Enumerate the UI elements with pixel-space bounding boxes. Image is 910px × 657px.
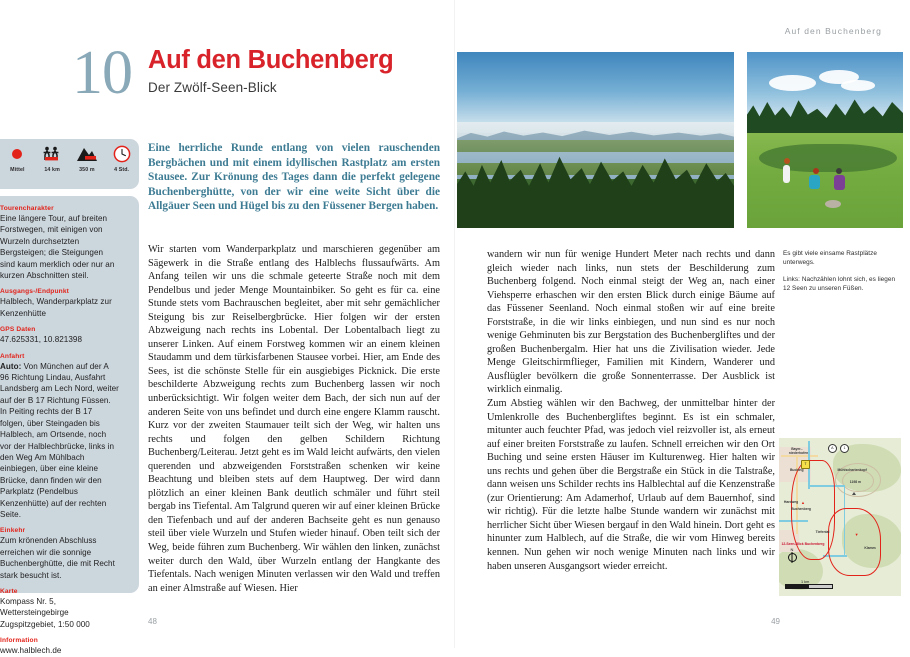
metric-4: [106, 144, 138, 173]
page-title: Auf den Buchenberg: [148, 46, 394, 74]
route-map[interactable]: [779, 438, 901, 596]
map-badge-t: T: [801, 460, 810, 469]
body-text-right-1: wandern wir nun für wenige Hundert Meter nach rechts und dann gleich wieder nach links, nun stets der Beschilderung zum Buchenberg folgend. Noch einmal steigt der Weg an, nach einer Viehsperre erhaschen wir den ersten Blick durch einige Bäume auf das Füssener Seenland. Noch einmal stoßen wir auf eine breite Forststraße, in die wir links einbiegen, und nun sind es nur noch wenige Gehminuten bis zur Bergstation des Buchenbergliftes und der großen Buchenbergalm. Hier hat uns die Zivilisation wieder. Jede Menge Gleitschirmflieger, Familien mit Kindern, Wanderer und Ausflügler bevölkern die große Sonnenterrasse. Der Ausblick ist wirklich einmalig.: [487, 249, 775, 396]
map-road: [781, 455, 818, 457]
hiker-standing: [783, 165, 790, 183]
running-head: Auf den Buchenberg: [784, 26, 882, 36]
info-body: Zum krönenden Abschluss erreichen wir die sonnige Buchenberghütte, die mit Recht stark besucht ist.: [0, 536, 115, 580]
folio-left: 48: [148, 617, 157, 626]
body-column-right: [487, 248, 775, 573]
map-place-label: Hardweg: [783, 500, 799, 504]
map-direction-arrow: ▼: [854, 531, 859, 537]
map-scale-bar: [785, 584, 833, 590]
photo-hikers-meadow: [747, 52, 903, 228]
info-heading: Tourencharakter: [0, 205, 54, 212]
hikers-bushes: [759, 144, 896, 172]
mountain-icon: [71, 144, 103, 164]
info-body: www.halblech.de: [0, 646, 62, 656]
intro-paragraph: Eine herrliche Runde entlang von vielen rauschenden Bergbächen und mit einem idyllischen Rastplatz am ersten Stausee. Zur Krönung des Tages dann die perfekt gelegene Buchenberghütte, von der wir eine weite Sicht über die Allgäuer Seen und Hügel bis zu den Füssener Bergen haben.: [148, 142, 440, 213]
map-place-label: Mühlschartenkopf: [837, 468, 867, 472]
north-label: N: [790, 547, 794, 552]
tour-info-panel: [0, 196, 139, 656]
caption-photo-side: Links: Nachzählen lohnt sich, es liegen 12 Seen zu unseren Füßen.: [783, 276, 896, 292]
metrics-row: [0, 139, 139, 189]
tour-info-sections: [0, 196, 131, 656]
difficulty-dot-icon: [1, 144, 33, 164]
map-highlight-label: 12-Seen-Blick Buchenberg: [781, 542, 825, 547]
info-heading: Information: [0, 637, 38, 645]
hiker-head: [813, 168, 819, 174]
map-place-label: 1198 m: [849, 480, 862, 484]
map-route-loop: [828, 508, 881, 576]
hikers-icon: [36, 144, 68, 164]
metric-label: 4 Std.: [114, 167, 130, 173]
map-scale-label: 1 km: [801, 580, 810, 584]
page-subtitle: Der Zwölf-Seen-Blick: [148, 80, 277, 95]
clock-icon: [106, 144, 138, 164]
info-heading: Ausgangs-/Endpunkt: [0, 288, 70, 296]
map-place-label: Bayer.-: [791, 447, 803, 451]
metric-3: [71, 144, 103, 173]
body-text-left: Wir starten vom Wanderparkplatz und marschieren gegenüber am Sägewerk in die Straße entlang des Halblechs flussaufwärts. Am Anfang teilen wir uns die schmale geteerte Straße noch mit dem Pendelbus und jeder Menge Mountainbiker. So geht es für ca. eine Stunde stets vom Bachrauschen begleitet, aber mit sehr gemächlicher Steigung bis zur Reiselbergbrücke. Hier folgen wir der ersten Abzweigung nach rechts ins Lobental. Der Lobentalbach liegt zu unserer Linken. Auf einem Forstweg kommen wir an einem kleinen Staudamm und dem türkisfarbenen Stausee vorbei. Hier, am Ende des Sees, ist die schönste Stelle für ein ausgiebiges Picknick. Die erste beschilderte Abzweigung rechts zum Buchenberg lassen wir noch unberücksichtigt. Wir folgen weiter dem Bach, der sich nun auf der anderen Seite von uns befindet und durch eine engere Klamm rauscht. Kurz vor der zweiten Staumauer teilt sich der Weg, wir halten uns rechts und folgen den gelben Schildern Richtung Buchenberg/Leiterau. Jetzt geht es im Wald leicht aufwärts, den vielen querenden und abzweigenden Forststraßen schenken wir keine Beachtung und bleiben stets auf dem Hauptweg. Der wird dann plötzlich an einer kleinen Bank deutlich schmäler und führt steil bergab ins Tiefental. Am Talgrund queren wir auf einer kleinen Brücke den Tiefenbach und auf der anderen Bachseite geht es nun genauso steil über viele Wurzeln und Stufen wieder hinauf. Oben teilt sich der Weg, beide führen zum Buchenberg. Wir wählen den linken, zunächst weiter durch den Wald, über Wurzeln entlang der Hangkante des Tiefentals. Nach wenigen Minuten verlassen wir den Wald und treffen an einer Almstraße auf Wiesen. Hier: [148, 244, 440, 594]
hiker-sitting-purple: [834, 175, 845, 190]
folio-right: 49: [771, 617, 780, 626]
map-badge-a: A: [828, 444, 837, 453]
info-body: Auto: Von München auf der A 96 Richtung Lindau, Ausfahrt Landsberg am Lech Nord, weiter auf der B 17 Richtung Füssen. In Peiting rechts der B 17 folgen, über Steingaden bis Halblech, am Ortsende, noch vor der Halblechbrücke, links in den Weg Am Mühlbach einbiegen, über eine kleine Brücke, dann finden wir den Parkplatz (Pendelbus Kenzenhütte) auf der rechten Seite.: [0, 361, 119, 519]
body-column-left: [148, 243, 440, 595]
map-peak-marker: [852, 492, 856, 495]
rock: [825, 200, 841, 208]
info-heading: Einkehr: [0, 527, 26, 535]
map-place-label: Buchenberg: [791, 507, 811, 511]
metrics-panel: [0, 139, 139, 189]
caption-photo-top: Es gibt viele einsame Rastplätze unterwegs.: [783, 250, 877, 266]
map-north-arrow: [787, 548, 797, 562]
map-place-label: Buching: [789, 468, 804, 472]
metric-2: [36, 144, 68, 173]
info-heading: GPS Daten: [0, 326, 36, 334]
map-place-label: Klamm: [864, 546, 876, 550]
map-place-label: niederhofen: [788, 451, 809, 455]
cloud-shape: [769, 75, 816, 91]
compass-needle: [788, 553, 797, 562]
info-body: 47.625331, 10.821398: [0, 335, 83, 345]
metric-1: [1, 144, 33, 173]
info-heading: Karte: [0, 587, 18, 595]
chapter-number: 10: [72, 39, 132, 107]
hiker-sitting-blue: [809, 175, 820, 189]
info-body: Eine längere Tour, auf breiten Forstwegen, mit einigen von Wurzeln durchsetzten Bergsteigen; die Steigungen sind kaum merklich oder nur an kurzen Abschnitten steil.: [0, 214, 115, 281]
info-body: Halblech, Wanderparkplatz zur Kenzenhütte: [0, 297, 112, 318]
info-body: Kompass Nr. 5, Wettersteingebirge Zugspitzgebiet, 1:50 000: [0, 596, 90, 629]
metric-label: 350 m: [79, 167, 95, 173]
info-heading: Anfahrt: [0, 352, 25, 360]
metric-label: Mittel: [10, 167, 25, 173]
map-badge-1: 1: [840, 444, 849, 453]
body-text-right-2: Zum Abstieg wählen wir den Bachweg, der unmittelbar hinter der Umlenkrolle des Buchenbergliftes beginnt. Es ist ein schmaler, mitunter auch feuchter Pfad, was jedoch viel reizvoller ist, als erneut auf einer breiten Forststraße zu laufen. Schnell erreichen wir den Ort Buching und seine ersten Häuser im Kulturenweg. Hier halten wir uns rechts und gehen über die Bergstraße ein Stück in die Talstraße, dann weisen uns Schilder rechts ins Halblechtal auf die Kenzenstraße (zur Orientierung: Am Adamerhof, Urlaub auf dem Bauernhof, sind wir richtig). Für die letzte halbe Stunde wandern wir zunächst mit herrlicher Sicht über Wiesen bergauf in den Wald hinein. Dort geht es hinunter zum Halblech, auf die Straße, die wir vom Hinweg bereits kennen. Nun gehen wir noch wenige Minuten nach links und wir haben unseren Ausgangsort wieder erreicht.: [487, 398, 775, 572]
photo-lake-panorama: [457, 52, 734, 228]
cloud-shape: [841, 80, 875, 91]
metric-label: 14 km: [44, 167, 60, 173]
map-place-label: Tiefental: [815, 530, 830, 534]
hiker-head: [784, 158, 790, 164]
page-gutter: [454, 0, 455, 648]
photo-sky: [457, 52, 734, 133]
map-direction-arrow: ▲: [800, 500, 805, 506]
